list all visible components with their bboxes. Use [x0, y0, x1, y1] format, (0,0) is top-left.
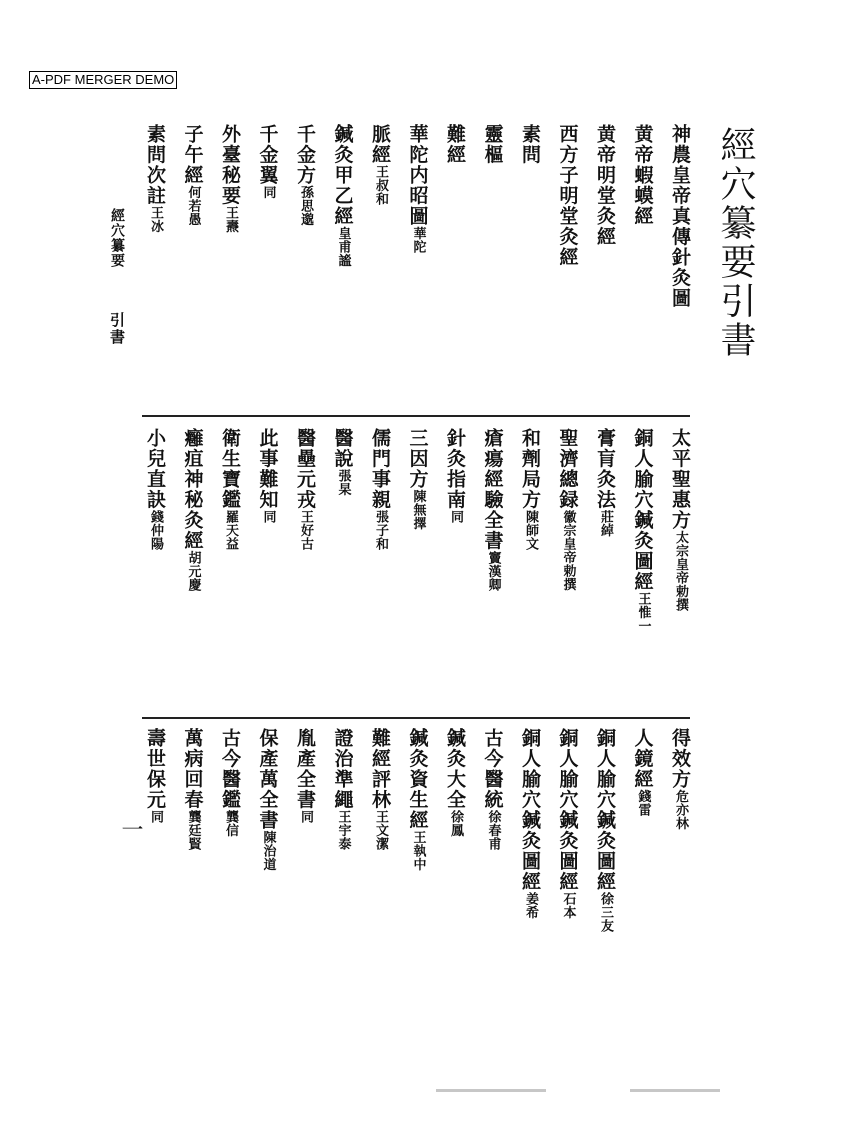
book-title: 證治準繩 — [331, 728, 354, 810]
book-title: 古今醫統 — [481, 728, 504, 810]
book-title: 鍼灸資生經 — [406, 728, 429, 831]
book-title: 三因方 — [406, 428, 429, 490]
book-author: 孫思邈 — [298, 185, 313, 226]
book-title: 鍼灸甲乙經 — [331, 124, 354, 227]
book-author: 同 — [448, 510, 463, 524]
book-entry — [220, 728, 239, 837]
book-author: 太宗皇帝勅撰 — [673, 530, 688, 612]
book-entry — [520, 428, 539, 551]
book-entry — [220, 428, 239, 551]
book-entry — [520, 728, 539, 919]
footer-section-name: 引書 — [108, 312, 126, 346]
book-entry — [258, 428, 277, 524]
book-author: 石本 — [560, 892, 576, 919]
book-author: 張子和 — [373, 510, 388, 551]
book-entry — [220, 124, 239, 233]
book-entry — [145, 428, 164, 551]
book-entry — [408, 728, 427, 871]
book-title: 黄帝明堂灸經 — [594, 124, 616, 247]
book-author: 張杲 — [335, 469, 351, 496]
book-author: 皇甫謐 — [335, 226, 351, 267]
book-author: 同 — [298, 810, 313, 824]
book-author: 羅天益 — [223, 510, 238, 551]
book-title: 癰疽神秘灸經 — [181, 428, 204, 551]
book-entry — [670, 428, 689, 612]
book-author: 徐春甫 — [485, 810, 501, 851]
book-author: 同 — [260, 185, 276, 199]
book-entry — [633, 124, 652, 227]
book-entry — [183, 728, 202, 851]
book-title: 華陀内昭圖 — [406, 124, 429, 227]
book-title: 和劑局方 — [519, 428, 541, 510]
book-title: 西方子明堂灸經 — [556, 124, 579, 268]
book-author: 龔廷賢 — [185, 810, 201, 851]
book-title: 醫說 — [331, 428, 354, 469]
page-number: 一 — [118, 818, 143, 840]
book-author: 王冰 — [148, 206, 163, 233]
book-author: 王叔和 — [373, 165, 388, 206]
book-title: 小兒直訣 — [144, 428, 166, 510]
pdf-merger-watermark: A-PDF MERGER DEMO — [29, 71, 177, 89]
book-entry — [258, 728, 277, 871]
book-entry — [370, 428, 389, 551]
book-entry — [595, 428, 614, 537]
book-title: 萬病回春 — [181, 728, 204, 810]
book-title: 得效方 — [669, 728, 691, 790]
book-title: 聖濟總録 — [556, 428, 579, 510]
book-title: 此事難知 — [256, 428, 279, 510]
book-entry — [595, 124, 614, 247]
book-entry — [333, 428, 352, 496]
book-author: 同 — [148, 810, 163, 824]
book-entry — [295, 428, 314, 551]
book-title: 難經評林 — [369, 728, 391, 810]
book-entry — [333, 124, 352, 267]
book-entry — [408, 428, 427, 530]
footer-book-title: 經穴纂要 — [109, 208, 125, 268]
book-author: 徐三友 — [598, 892, 613, 933]
section-divider-bottom — [142, 717, 690, 719]
book-entry — [183, 124, 202, 226]
book-author: 同 — [260, 510, 276, 524]
book-entry — [370, 728, 389, 851]
book-author: 竇漢卿 — [485, 551, 501, 592]
section-divider-middle — [142, 415, 690, 417]
book-author: 徐鳳 — [448, 810, 463, 837]
book-entry — [445, 428, 464, 524]
book-title: 銅人腧穴鍼灸圖經 — [556, 728, 579, 892]
book-entry — [370, 124, 389, 206]
book-entry — [145, 124, 164, 233]
book-title: 子午經 — [181, 124, 204, 186]
book-title: 壽世保元 — [144, 728, 166, 810]
book-entry — [295, 124, 314, 226]
book-title: 神農皇帝真傳針灸圖 — [669, 124, 691, 309]
book-author: 胡元慶 — [185, 551, 201, 592]
book-title: 銅人腧穴鍼灸圖經 — [519, 728, 541, 892]
book-title: 素問次註 — [144, 124, 166, 206]
book-entry — [595, 728, 614, 933]
book-title: 脈經 — [369, 124, 391, 165]
book-title: 膏肓灸法 — [594, 428, 616, 510]
book-title: 千金方 — [294, 124, 316, 186]
book-author: 陳治道 — [260, 830, 276, 871]
book-entry — [483, 124, 502, 165]
book-author: 莊綽 — [598, 510, 613, 537]
scan-artifact-left — [436, 1089, 546, 1092]
book-title: 儒門事親 — [369, 428, 391, 510]
book-entry — [670, 728, 689, 830]
book-author: 王宇泰 — [335, 810, 351, 851]
book-author: 危亦林 — [673, 789, 688, 830]
book-author: 陳師文 — [523, 510, 538, 551]
book-author: 錢仲陽 — [148, 510, 163, 551]
book-title: 外臺秘要 — [219, 124, 241, 206]
book-entry — [333, 728, 352, 851]
book-title: 針灸指南 — [444, 428, 466, 510]
book-title: 銅人腧穴鍼灸圖經 — [594, 728, 616, 892]
book-title: 千金翼 — [256, 124, 279, 186]
book-author: 何若愚 — [185, 185, 201, 226]
book-author: 王惟一 — [635, 592, 651, 633]
book-title: 人鏡經 — [631, 728, 654, 790]
book-author: 龔信 — [223, 810, 238, 837]
book-title: 衛生寶鑑 — [219, 428, 241, 510]
book-author: 王燾 — [223, 206, 238, 233]
book-entry — [445, 728, 464, 837]
book-entry — [558, 728, 577, 919]
book-author: 王文潔 — [373, 810, 388, 851]
book-title: 保產萬全書 — [256, 728, 279, 831]
book-title: 難經 — [444, 124, 466, 165]
book-entry — [670, 124, 689, 309]
book-title: 太平聖惠方 — [669, 428, 691, 531]
book-author: 王執中 — [410, 830, 426, 871]
book-entry — [558, 124, 577, 268]
book-entry — [633, 728, 652, 817]
book-entry — [483, 428, 502, 592]
book-entry — [295, 728, 314, 824]
book-author: 姜希 — [523, 892, 538, 919]
book-title: 銅人腧穴鍼灸圖經 — [631, 428, 654, 592]
book-entry — [183, 428, 202, 592]
book-title: 鍼灸大全 — [444, 728, 466, 810]
book-entry — [520, 124, 539, 165]
book-entry — [558, 428, 577, 591]
book-title: 醫壘元戎 — [294, 428, 316, 510]
book-entry — [445, 124, 464, 165]
book-author: 華陀 — [410, 226, 426, 254]
book-title: 靈樞 — [481, 124, 504, 165]
book-entry — [258, 124, 277, 199]
book-title: 胤產全書 — [294, 728, 316, 810]
book-title: 黄帝蝦蟆經 — [631, 124, 654, 227]
scan-artifact-right — [630, 1089, 720, 1092]
page-title: 經穴纂要引書 — [715, 126, 756, 360]
book-author: 錢雷 — [635, 789, 651, 817]
book-title: 古今醫鑑 — [219, 728, 241, 810]
book-author: 王好古 — [298, 510, 313, 551]
book-entry — [145, 728, 164, 824]
book-entry — [408, 124, 427, 254]
book-author: 徽宗皇帝勅撰 — [560, 510, 576, 591]
book-entry — [483, 728, 502, 851]
book-entry — [633, 428, 652, 633]
book-title: 瘡瘍經驗全書 — [481, 428, 504, 551]
book-author: 陳無擇 — [410, 489, 426, 530]
book-title: 素問 — [519, 124, 541, 165]
